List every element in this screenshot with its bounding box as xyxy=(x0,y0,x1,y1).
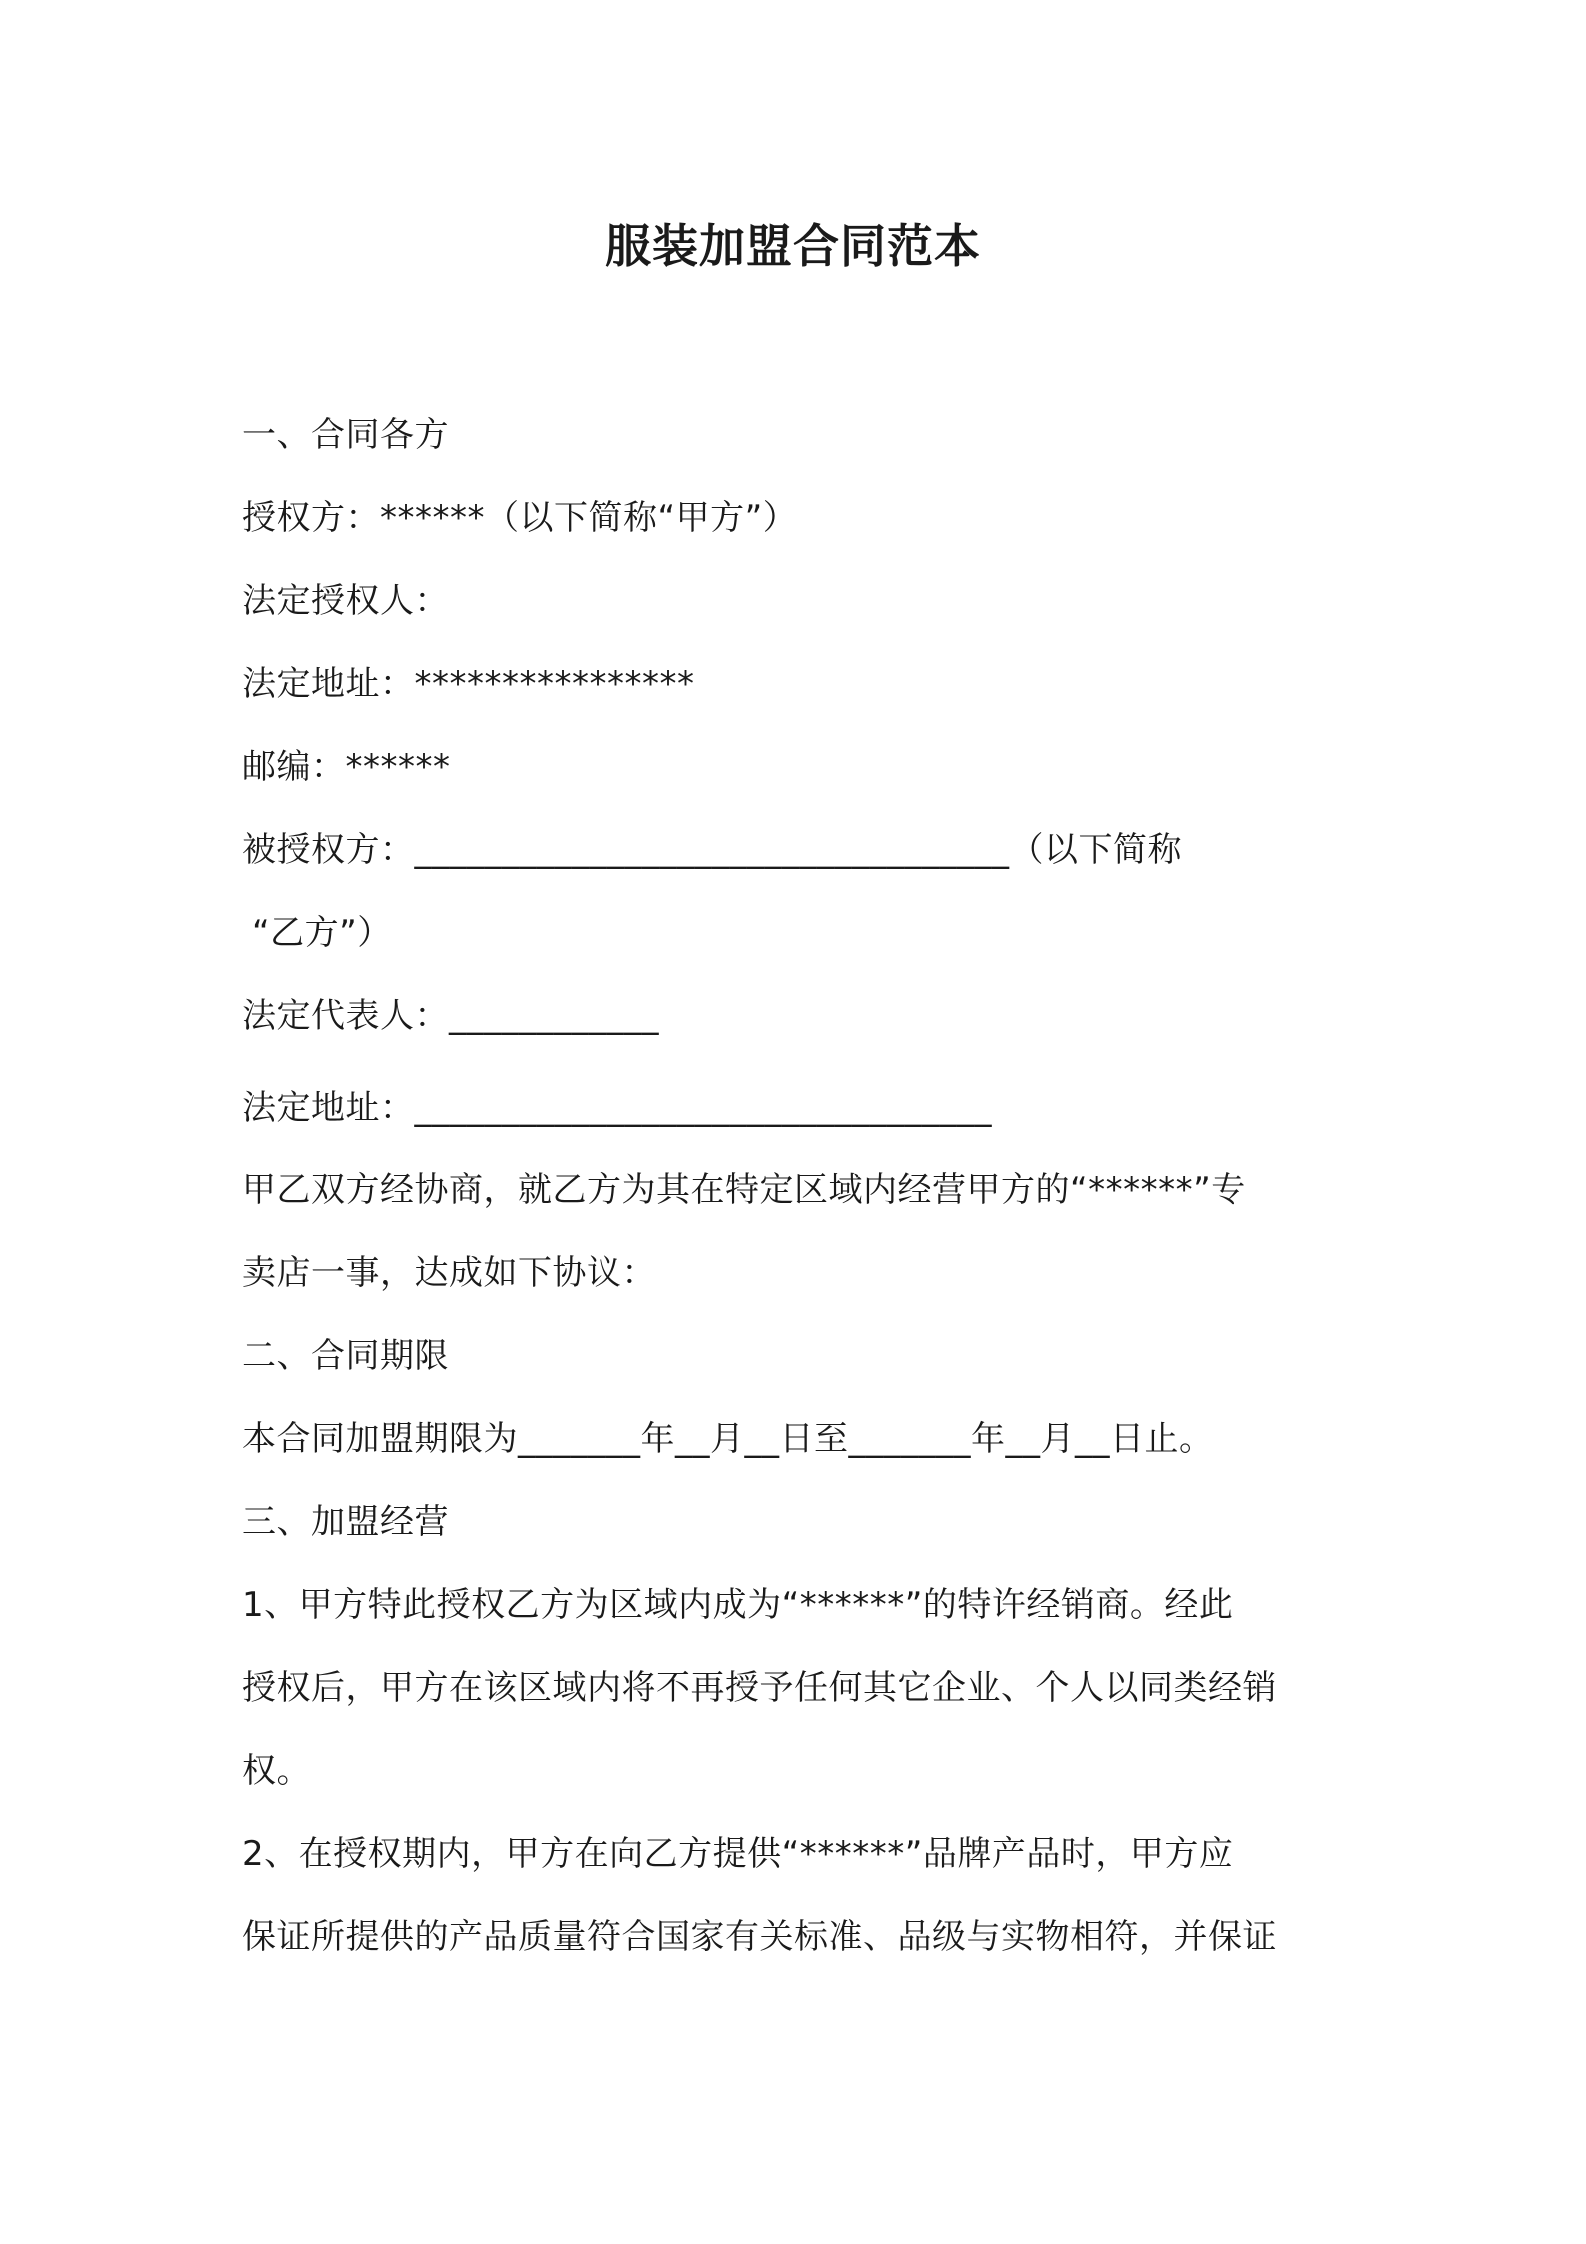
legal-licensor-line: 法定授权人： xyxy=(242,581,449,621)
section-heading-operation: 三、加盟经营 xyxy=(242,1502,449,1542)
clause-2-line-2: 保证所提供的产品质量符合国家有关标准、品级与实物相符，并保证 xyxy=(242,1917,1277,1957)
agreement-intro-line-2: 卖店一事，达成如下协议： xyxy=(242,1253,656,1293)
licensee-alias-line: “乙方”） xyxy=(252,913,392,953)
clause-2-line-1: 2、在授权期内，甲方在向乙方提供“******”品牌产品时，甲方应 xyxy=(242,1834,1234,1874)
legal-representative-line: 法定代表人：____________ xyxy=(242,996,659,1036)
legal-address-line-b: 法定地址：_________________________________ xyxy=(242,1088,992,1128)
term-line: 本合同加盟期限为_______年__月__日至_______年__月__日止。 xyxy=(242,1419,1214,1459)
section-heading-parties: 一、合同各方 xyxy=(242,415,449,455)
agreement-intro-line-1: 甲乙双方经协商，就乙方为其在特定区域内经营甲方的“******”专 xyxy=(242,1170,1246,1210)
postcode-line: 邮编：****** xyxy=(242,747,451,787)
clause-1-line-2: 授权后，甲方在该区域内将不再授予任何其它企业、个人以同类经销 xyxy=(242,1668,1277,1708)
clause-1-line-1: 1、甲方特此授权乙方为区域内成为“******”的特许经销商。经此 xyxy=(242,1585,1234,1625)
licensor-line: 授权方：******（以下简称“甲方”） xyxy=(242,498,798,538)
licensee-line: 被授权方：__________________________________（以下简称 xyxy=(242,830,1182,870)
legal-address-line-a: 法定地址：**************** xyxy=(242,664,695,704)
document-title: 服装加盟合同范本 xyxy=(605,219,981,273)
section-heading-term: 二、合同期限 xyxy=(242,1336,449,1376)
clause-1-line-3: 权。 xyxy=(242,1751,311,1791)
